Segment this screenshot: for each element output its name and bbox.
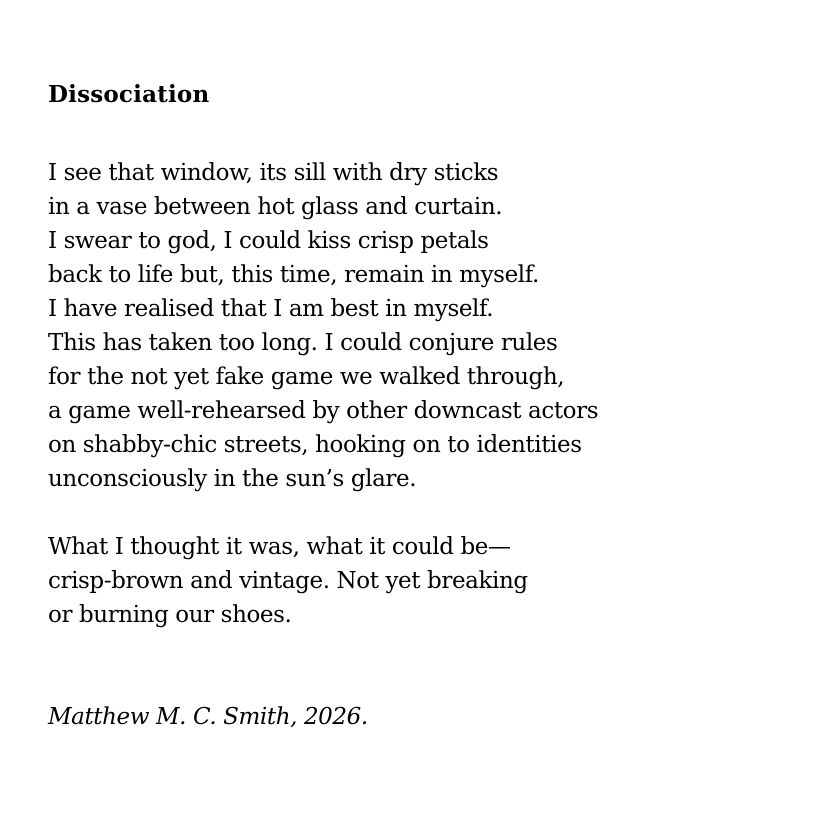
author-signature: Matthew M. C. Smith, 2026. xyxy=(48,704,368,730)
poem-line: I see that window, its sill with dry sticks xyxy=(48,160,499,186)
poem-line: I have realised that I am best in myself. xyxy=(48,296,494,322)
poem-line: in a vase between hot glass and curtain. xyxy=(48,194,503,220)
stanza-1 xyxy=(48,156,598,496)
stanza-2 xyxy=(48,530,528,632)
poem-line: This has taken too long. I could conjure rules xyxy=(48,330,558,356)
poem-line: back to life but, this time, remain in myself. xyxy=(48,262,539,288)
poem-title: Dissociation xyxy=(48,81,210,108)
poem-line: crisp-brown and vintage. Not yet breaking xyxy=(48,568,528,594)
poem-line: unconsciously in the sun’s glare. xyxy=(48,466,417,492)
poem-line: a game well-rehearsed by other downcast actors xyxy=(48,398,599,424)
poem-line: for the not yet fake game we walked through, xyxy=(48,364,565,390)
poem-line: on shabby-chic streets, hooking on to identities xyxy=(48,432,582,458)
poem-line: I swear to god, I could kiss crisp petals xyxy=(48,228,489,254)
poem-line: or burning our shoes. xyxy=(48,602,292,628)
poem-line: What I thought it was, what it could be— xyxy=(48,534,511,560)
